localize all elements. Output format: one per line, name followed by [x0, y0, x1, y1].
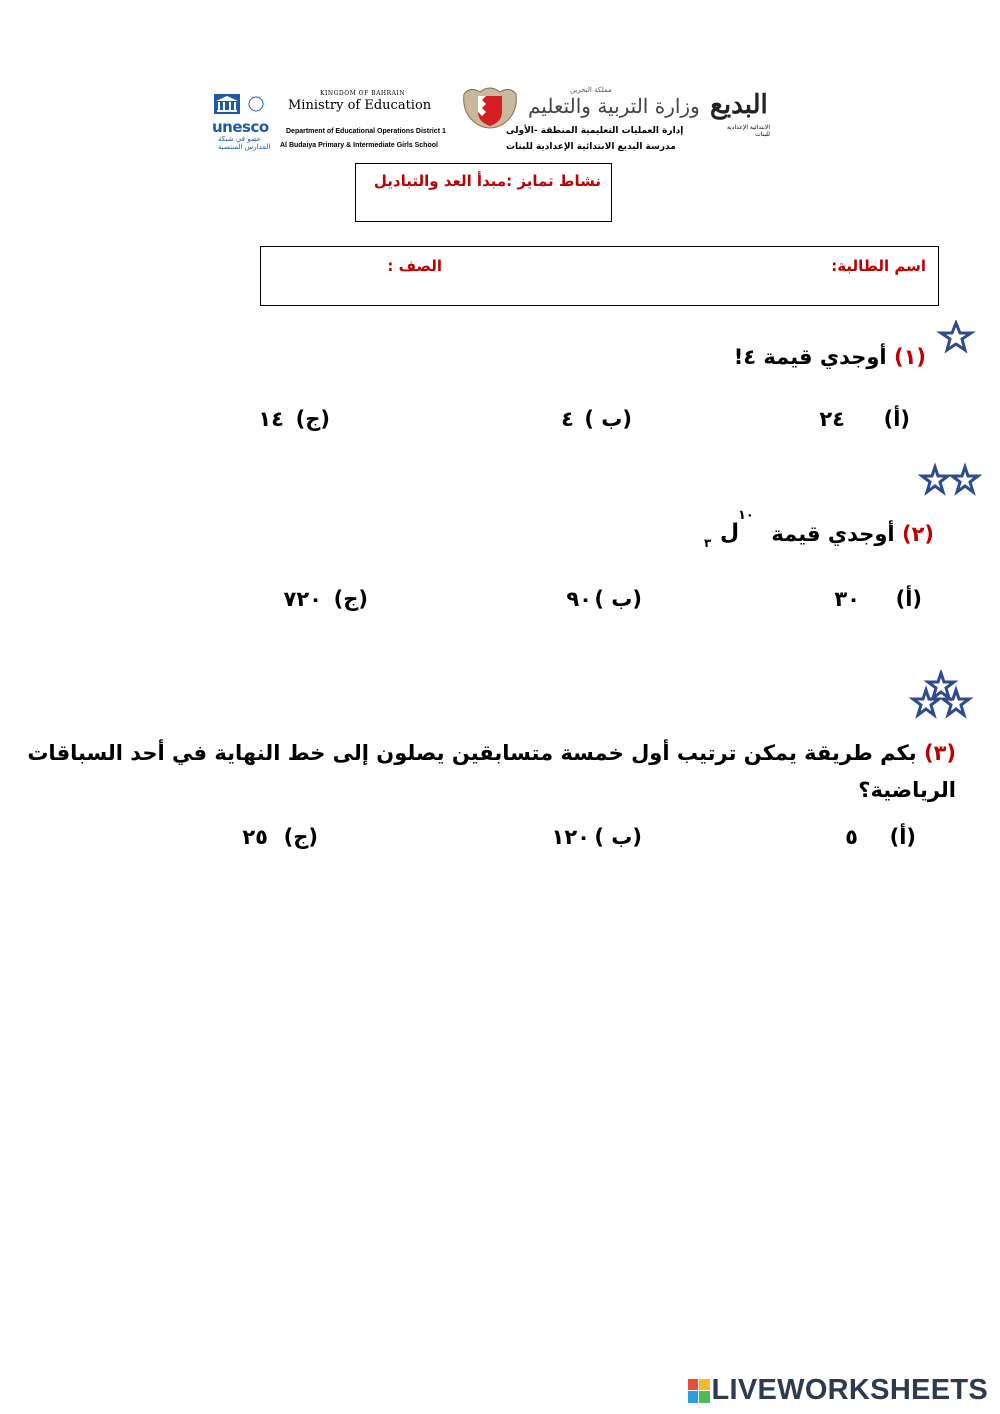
q1-option-c[interactable]: [296, 407, 330, 431]
q2-option-b-value: ٩٠: [566, 587, 592, 611]
two-stars-icon: [916, 462, 986, 500]
q2-option-b-label: (ب ): [594, 587, 642, 611]
q3-option-c[interactable]: [284, 825, 318, 849]
student-info-box: [260, 246, 939, 306]
liveworksheets-wordmark: LIVEWORKSHEETS: [711, 1374, 988, 1406]
q1-option-a-label: (أ): [883, 407, 910, 431]
question-3: [27, 741, 956, 765]
q1-option-a-value: ٢٤: [819, 407, 845, 431]
school-ar: مدرسة البديع الابتدائية الإعدادية للبنات: [506, 142, 676, 152]
department-en: Department of Educational Operations District 1: [286, 128, 446, 135]
student-name-label: اسم الطالبة:: [831, 257, 926, 275]
question-1-number: (١): [893, 345, 926, 369]
school-header: [210, 82, 770, 160]
q3-option-b-label: (ب ): [594, 825, 642, 849]
q1-option-a[interactable]: [884, 407, 910, 431]
q2-option-a-label: (أ): [895, 587, 922, 611]
q3-option-a[interactable]: [890, 825, 916, 849]
question-3-number: (٣): [923, 741, 956, 765]
question-3-continued: [858, 778, 956, 802]
q2-option-c-label: (ج): [333, 587, 368, 611]
question-2-number: (٢): [901, 522, 934, 546]
department-ar: إدارة العمليات التعليمية المنطقة -الأولى: [506, 126, 684, 136]
liveworksheets-logo[interactable]: [688, 1374, 989, 1407]
three-stars-icon: [906, 670, 976, 722]
expr-subscript: ٣: [704, 536, 712, 550]
expr-superscript: ١٠: [738, 508, 754, 523]
q3-option-c-value: ٢٥: [242, 825, 268, 849]
q1-option-b-label: (ب ): [584, 407, 632, 431]
ministry-en: Ministry of Education: [288, 98, 432, 113]
q2-option-a[interactable]: [896, 587, 922, 611]
q3-option-b-value: ١٢٠: [551, 825, 590, 849]
question-2-text: أوجدي قيمة: [771, 522, 895, 546]
q2-option-b[interactable]: [594, 587, 642, 611]
class-label: الصف :: [387, 257, 442, 275]
page-title: نشاط تمايز :مبدأ العد والتباديل: [373, 172, 601, 190]
unesco-subtitle: عضو في شبكة المدارس المنتسبة: [218, 135, 271, 151]
bahrain-crest-icon: [460, 84, 520, 130]
q1-option-c-value: ١٤: [258, 407, 284, 431]
ministry-ar: وزارة التربية والتعليم: [528, 94, 700, 118]
budaiya-subtitle: الابتدائية الإعدادية للبنات: [726, 124, 770, 138]
school-en: Al Budaiya Primary & Intermediate Girls School: [280, 142, 438, 149]
q3-option-a-label: (أ): [889, 825, 916, 849]
q2-option-c-value: ٧٢٠: [283, 587, 322, 611]
kingdom-en: KINGDOM OF BAHRAIN: [320, 90, 406, 97]
q3-option-a-value: ٥: [845, 825, 858, 849]
permutation-expression: [702, 506, 774, 556]
question-1-text: أوجدي قيمة ٤!: [733, 345, 887, 369]
q1-option-b-value: ٤: [561, 407, 574, 431]
q3-option-b[interactable]: [594, 825, 642, 849]
question-3-text-line1: بكم طريقة يمكن ترتيب أول خمسة متسابقين يصلون إلى خط النهاية في أحد السباقات: [27, 741, 917, 765]
kingdom-ar: مملكة البحرين: [570, 86, 612, 94]
q2-option-c[interactable]: [334, 587, 368, 611]
q1-option-b[interactable]: [584, 407, 632, 431]
unesco-logo: [210, 92, 278, 151]
liveworksheets-icon: [688, 1379, 710, 1403]
unesco-wordmark: unesco: [212, 118, 269, 136]
question-3-text-line2: الرياضية؟: [858, 778, 956, 802]
title-box: [355, 163, 612, 222]
q3-option-c-label: (ج): [283, 825, 318, 849]
question-1: [734, 345, 926, 369]
one-star-icon: [934, 320, 978, 354]
budaiya-logo: البديع: [710, 90, 768, 120]
q2-option-a-value: ٣٠: [834, 587, 860, 611]
q1-option-c-label: (ج): [295, 407, 330, 431]
expr-main: ل: [720, 520, 740, 545]
unesco-temple-icon: [210, 92, 270, 118]
question-2: [771, 522, 934, 546]
